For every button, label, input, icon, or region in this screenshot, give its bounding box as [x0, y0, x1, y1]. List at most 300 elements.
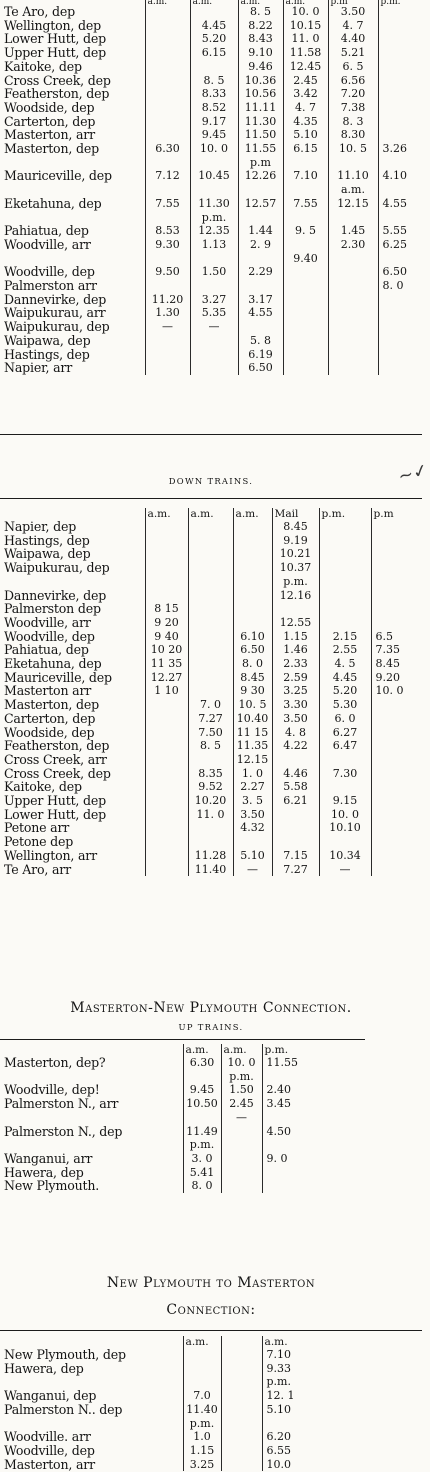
time-cell: [371, 547, 422, 561]
station-name: Upper Hutt, dep: [4, 793, 107, 809]
time-cell: [378, 361, 422, 375]
time-cell: 9.17: [190, 115, 238, 129]
timetable-row: [0, 575, 422, 589]
time-cell: [188, 589, 233, 603]
station-name: Waipukurau, dep: [4, 560, 110, 576]
time-cell: 3.25: [272, 684, 319, 698]
time-cell: [238, 279, 283, 293]
timetable-row: [0, 46, 422, 60]
time-cell: 10. 0: [190, 142, 238, 156]
time-cell: 1.15: [183, 1444, 221, 1458]
time-cell: [371, 520, 422, 534]
time-cell: 8. 5: [190, 74, 238, 88]
time-cell: 4. 8: [272, 726, 319, 740]
time-cell: 10.40: [233, 712, 272, 726]
time-cell: 8.43: [238, 32, 283, 46]
timetable-row: [0, 1083, 365, 1097]
time-cell: [145, 794, 188, 808]
time-cell: 12.15: [328, 197, 378, 211]
time-cell: [145, 334, 190, 348]
timetable-row: [0, 712, 422, 726]
time-cell: [145, 87, 190, 101]
time-cell: [371, 534, 422, 548]
station-name: [0, 156, 145, 170]
time-cell: 9. 0: [262, 1152, 365, 1166]
time-cell: 7.30: [319, 767, 371, 781]
timetable-row: [0, 589, 422, 603]
time-cell: [328, 252, 378, 266]
time-cell: [188, 657, 233, 671]
time-cell: [188, 602, 233, 616]
timetable-row: [0, 101, 422, 115]
time-cell: [145, 575, 188, 589]
time-cell: 2.30: [328, 238, 378, 252]
time-cell: 6.50: [238, 361, 283, 375]
connection-rule: [0, 1039, 365, 1040]
time-cell: 4. 7: [283, 101, 328, 115]
section-rule: [0, 434, 422, 435]
time-cell: —: [190, 320, 238, 334]
time-cell: 7.0: [183, 1389, 221, 1403]
time-cell: [145, 753, 188, 767]
time-cell: [221, 1444, 262, 1458]
time-cell: 12.15: [233, 753, 272, 767]
time-cell: 9.30: [145, 238, 190, 252]
time-cell: [221, 1138, 262, 1152]
column-header: a.m.: [145, 508, 188, 520]
time-cell: p.m.: [262, 1375, 365, 1389]
new-plymouth-masterton-title-2: Connection:: [166, 1302, 256, 1318]
time-cell: [145, 561, 188, 575]
time-cell: [328, 348, 378, 362]
column-header: p.m.: [319, 508, 371, 520]
column-header: [221, 1336, 262, 1348]
time-cell: 7.55: [283, 197, 328, 211]
time-cell: 8.30: [328, 128, 378, 142]
time-cell: 7.38: [328, 101, 378, 115]
timetable-row: [0, 835, 422, 849]
time-cell: 4. 5: [319, 657, 371, 671]
time-cell: [238, 211, 283, 225]
timetable-row: [0, 1097, 365, 1111]
time-cell: [328, 279, 378, 293]
time-cell: [233, 547, 272, 561]
time-cell: [272, 808, 319, 822]
time-cell: [283, 265, 328, 279]
station-name: Cross Creek, dep: [4, 765, 111, 781]
time-cell: 8.35: [188, 767, 233, 781]
time-cell: [371, 780, 422, 794]
time-cell: 3.30: [272, 698, 319, 712]
timetable-row: [0, 361, 422, 375]
timetable-row: [0, 60, 422, 74]
column-header: a.m.: [262, 1336, 365, 1348]
time-cell: [378, 156, 422, 170]
time-cell: 6.15: [190, 46, 238, 60]
time-cell: 5.20: [190, 32, 238, 46]
time-cell: [183, 1348, 221, 1362]
time-cell: 7.27: [188, 712, 233, 726]
time-cell: 11.40: [188, 863, 233, 877]
time-cell: 3.45: [262, 1097, 365, 1111]
timetable-row: [0, 698, 422, 712]
station-name: New Plymouth, dep: [4, 1347, 126, 1362]
station-name: Woodville, dep: [4, 264, 95, 280]
time-cell: 10.21: [272, 547, 319, 561]
time-cell: [145, 849, 188, 863]
timetable-row: [0, 1056, 365, 1070]
time-cell: 5.41: [183, 1166, 221, 1180]
time-cell: [283, 279, 328, 293]
station-name: Mauriceville, dep: [4, 669, 112, 685]
time-cell: [145, 19, 190, 33]
time-cell: [238, 320, 283, 334]
time-cell: [238, 183, 283, 197]
timetable-row: [0, 520, 422, 534]
time-cell: 8. 0: [183, 1179, 221, 1193]
time-cell: 12.45: [283, 60, 328, 74]
station-name: Waipukurau, dep: [4, 319, 110, 335]
time-cell: 6.47: [319, 739, 371, 753]
time-cell: [145, 726, 188, 740]
time-cell: [145, 361, 190, 375]
time-cell: [145, 767, 188, 781]
timetable-row: [0, 643, 422, 657]
time-cell: 4. 7: [328, 19, 378, 33]
station-name: Carterton, dep: [4, 710, 96, 726]
time-cell: [221, 1166, 262, 1180]
time-cell: 9.50: [145, 265, 190, 279]
station-name: Dannevirke, dep: [4, 587, 107, 603]
time-cell: [371, 616, 422, 630]
time-cell: 1.50: [190, 265, 238, 279]
time-cell: 10.50: [183, 1097, 221, 1111]
time-cell: [145, 547, 188, 561]
time-cell: 7. 0: [188, 698, 233, 712]
station-name: Wanganui, dep: [4, 1388, 97, 1404]
time-cell: [378, 252, 422, 266]
time-cell: [221, 1389, 262, 1403]
time-cell: 11.30: [238, 115, 283, 129]
time-cell: [183, 1070, 221, 1084]
time-cell: p.m.: [190, 211, 238, 225]
masterton-new-plymouth-title: Masterton-New Plymouth Connection.: [70, 1000, 352, 1016]
timetable-row: [0, 1417, 365, 1431]
time-cell: 9.45: [190, 128, 238, 142]
station-name: Woodville. arr: [4, 1429, 91, 1445]
time-cell: [262, 1179, 365, 1193]
time-cell: [328, 320, 378, 334]
time-cell: [378, 74, 422, 88]
time-cell: [371, 712, 422, 726]
timetable-row: [0, 156, 422, 170]
time-cell: 3.50: [272, 712, 319, 726]
timetable-row: [0, 1179, 365, 1193]
time-cell: 2.40: [262, 1083, 365, 1097]
time-cell: 11.55: [262, 1056, 365, 1070]
timetable-row: [0, 128, 422, 142]
time-cell: p.m: [238, 156, 283, 170]
time-cell: 9 40: [145, 630, 188, 644]
time-cell: 7.10: [283, 169, 328, 183]
column-header: a.m.: [188, 508, 233, 520]
time-cell: [221, 1417, 262, 1431]
time-cell: 7.10: [262, 1348, 365, 1362]
time-cell: [328, 293, 378, 307]
station-name: Woodville, dep: [4, 1442, 95, 1458]
time-cell: [371, 794, 422, 808]
station-name: [0, 211, 145, 225]
time-cell: [145, 252, 190, 266]
time-cell: [145, 534, 188, 548]
timetable-row: [0, 19, 422, 33]
time-cell: 1.15: [272, 630, 319, 644]
time-cell: [233, 835, 272, 849]
time-cell: 4.55: [378, 197, 422, 211]
station-name: Hawera, dep: [4, 1164, 84, 1180]
time-cell: [233, 616, 272, 630]
time-cell: 1. 0: [233, 767, 272, 781]
time-cell: 4.22: [272, 739, 319, 753]
time-cell: 8.45: [371, 657, 422, 671]
time-cell: [378, 183, 422, 197]
timetable-row: [0, 306, 422, 320]
time-cell: 3. 0: [183, 1152, 221, 1166]
time-cell: 9 20: [145, 616, 188, 630]
station-name: Napier, dep: [4, 519, 77, 534]
time-cell: 5.58: [272, 780, 319, 794]
time-cell: 3.25: [183, 1458, 221, 1472]
timetable-row: [0, 32, 422, 46]
time-cell: [145, 348, 190, 362]
time-cell: 1.30: [145, 306, 190, 320]
time-cell: [145, 128, 190, 142]
time-cell: 9.10: [238, 46, 283, 60]
station-name: New Plymouth.: [4, 1178, 100, 1194]
station-name: [0, 1111, 183, 1125]
column-header: a.m.: [221, 1044, 262, 1056]
time-cell: [233, 575, 272, 589]
time-cell: [378, 5, 422, 19]
timetable-row: [0, 1362, 365, 1376]
time-cell: 11.40: [183, 1403, 221, 1417]
time-cell: 11. 0: [283, 32, 328, 46]
station-name: Wellington, arr: [4, 847, 97, 863]
time-cell: [145, 739, 188, 753]
timetable-row: [0, 767, 422, 781]
time-cell: 7.27: [272, 863, 319, 877]
time-cell: [188, 671, 233, 685]
column-header: a.m.: [233, 508, 272, 520]
time-cell: 4.32: [233, 821, 272, 835]
time-cell: 10.37: [272, 561, 319, 575]
time-cell: [378, 320, 422, 334]
timetable-row: [0, 657, 422, 671]
time-cell: 1.46: [272, 643, 319, 657]
column-header: a.m.: [145, 0, 190, 5]
time-cell: [319, 780, 371, 794]
station-name: Wellington, dep: [4, 17, 101, 33]
time-cell: [233, 589, 272, 603]
timetable-row: [0, 753, 422, 767]
time-cell: [262, 1111, 365, 1125]
timetable-row: [0, 1138, 365, 1152]
time-cell: [283, 293, 328, 307]
time-cell: [221, 1375, 262, 1389]
time-cell: [319, 602, 371, 616]
timetable-row: [0, 1111, 365, 1125]
time-cell: [378, 128, 422, 142]
time-cell: [371, 698, 422, 712]
column-header: p.m.: [378, 0, 422, 5]
time-cell: [378, 19, 422, 33]
station-name: Masterton arr: [4, 683, 92, 699]
station-name: Featherston, dep: [4, 86, 110, 102]
time-cell: [188, 616, 233, 630]
timetable-row: [0, 1152, 365, 1166]
time-cell: 1.45: [328, 224, 378, 238]
timetable-row: [0, 739, 422, 753]
station-name: Featherston, dep: [4, 738, 110, 754]
time-cell: [221, 1179, 262, 1193]
time-cell: [378, 306, 422, 320]
time-cell: 8.52: [190, 101, 238, 115]
time-cell: 6.20: [262, 1430, 365, 1444]
time-cell: [221, 1458, 262, 1472]
timetable-row: [0, 1348, 365, 1362]
time-cell: [188, 520, 233, 534]
time-cell: [145, 183, 190, 197]
time-cell: 3.50: [328, 5, 378, 19]
time-cell: [371, 808, 422, 822]
timetable-row: [0, 547, 422, 561]
time-cell: [145, 780, 188, 794]
connection-rule-2: [0, 1330, 422, 1331]
column-header: a.m.: [238, 0, 283, 5]
time-cell: [190, 5, 238, 19]
timetable-row: [0, 1125, 365, 1139]
station-name: [0, 183, 145, 197]
time-cell: [378, 115, 422, 129]
timetable-row: [0, 348, 422, 362]
timetable-row: [0, 197, 422, 211]
timetable-row: [0, 1444, 365, 1458]
station-name: Upper Hutt, dep: [4, 45, 107, 61]
time-cell: 9.45: [183, 1083, 221, 1097]
timetable-row: [0, 211, 422, 225]
time-cell: [145, 101, 190, 115]
time-cell: [319, 534, 371, 548]
time-cell: 8. 5: [188, 739, 233, 753]
time-cell: [371, 575, 422, 589]
time-cell: [145, 698, 188, 712]
time-cell: [145, 74, 190, 88]
time-cell: [378, 211, 422, 225]
time-cell: 12.26: [238, 169, 283, 183]
station-name: Pahiatua, dep: [4, 223, 89, 239]
station-name: Kaitoke, dep: [4, 779, 82, 795]
time-cell: 6.55: [262, 1444, 365, 1458]
time-cell: 3.27: [190, 293, 238, 307]
time-cell: 3.26: [378, 142, 422, 156]
time-cell: p.m.: [272, 575, 319, 589]
time-cell: 3.17: [238, 293, 283, 307]
time-cell: [233, 602, 272, 616]
time-cell: 6.21: [272, 794, 319, 808]
time-cell: 5.35: [190, 306, 238, 320]
time-cell: [221, 1348, 262, 1362]
time-cell: 3.50: [233, 808, 272, 822]
masterton-new-plymouth-subtitle: UP TRAINS.: [178, 1022, 244, 1032]
time-cell: [221, 1152, 262, 1166]
time-cell: 10.15: [283, 19, 328, 33]
time-cell: [183, 1375, 221, 1389]
time-cell: 2.33: [272, 657, 319, 671]
time-cell: [233, 520, 272, 534]
time-cell: 1.44: [238, 224, 283, 238]
time-cell: 11.35: [233, 739, 272, 753]
time-cell: [283, 156, 328, 170]
time-cell: 6. 5: [328, 60, 378, 74]
time-cell: 5.55: [378, 224, 422, 238]
time-cell: 10.34: [319, 849, 371, 863]
time-cell: [378, 293, 422, 307]
station-name: Masterton, arr: [4, 127, 95, 143]
time-cell: [145, 520, 188, 534]
time-cell: [188, 534, 233, 548]
station-name: [0, 1417, 183, 1431]
timetable-row: [0, 1166, 365, 1180]
time-cell: 7.55: [145, 197, 190, 211]
time-cell: 10. 0: [221, 1056, 262, 1070]
up-trains-table: [0, 0, 422, 375]
new-plymouth-masterton-table: [0, 1336, 365, 1471]
timetable-row: [0, 616, 422, 630]
timetable-row: [0, 863, 422, 877]
time-cell: [272, 753, 319, 767]
time-cell: [190, 183, 238, 197]
station-name: Woodville, dep: [4, 628, 95, 644]
time-cell: [319, 575, 371, 589]
time-cell: 10.0: [262, 1458, 365, 1472]
time-cell: [233, 561, 272, 575]
time-cell: 12.27: [145, 671, 188, 685]
time-cell: 10. 0: [319, 808, 371, 822]
time-cell: 5.10: [233, 849, 272, 863]
station-name: Palmerston dep: [4, 601, 101, 617]
time-cell: 4.45: [319, 671, 371, 685]
station-name: Wanganui, arr: [4, 1150, 93, 1166]
time-cell: 7.12: [145, 169, 190, 183]
station-name: Napier, arr: [4, 360, 73, 376]
time-cell: 10 20: [145, 643, 188, 657]
time-cell: [145, 712, 188, 726]
time-cell: 11 35: [145, 657, 188, 671]
time-cell: 6.56: [328, 74, 378, 88]
column-header: p.m: [371, 508, 422, 520]
timetable-row: [0, 320, 422, 334]
time-cell: [283, 238, 328, 252]
timetable-row: [0, 1375, 365, 1389]
time-cell: [190, 361, 238, 375]
time-cell: [188, 547, 233, 561]
time-cell: [371, 849, 422, 863]
time-cell: [262, 1070, 365, 1084]
time-cell: 6.15: [283, 142, 328, 156]
time-cell: 3. 5: [233, 794, 272, 808]
time-cell: 9.52: [188, 780, 233, 794]
time-cell: 10.45: [190, 169, 238, 183]
